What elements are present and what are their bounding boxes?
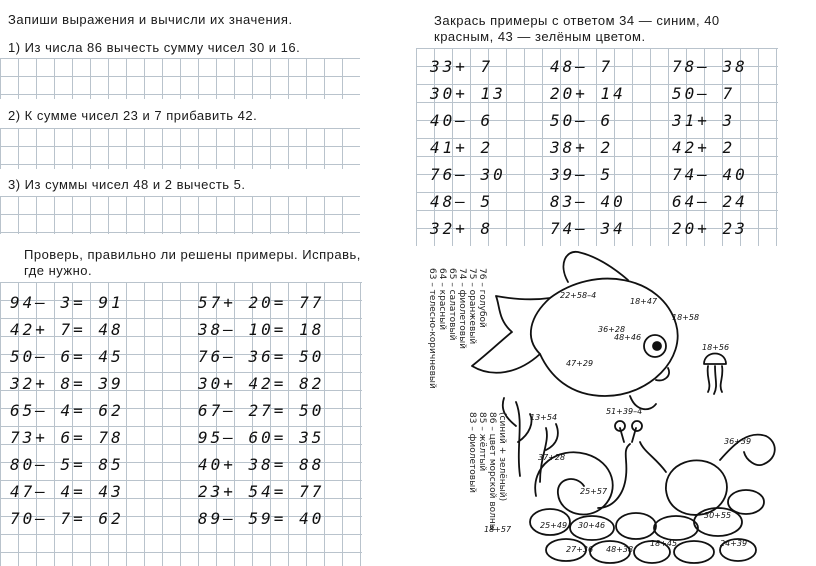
- snail-eye-right: [632, 421, 642, 431]
- color-example[interactable]: 41+ 2: [430, 138, 494, 157]
- jellyfish: [704, 354, 726, 395]
- picture-expression[interactable]: 51+39–4: [606, 407, 643, 416]
- legend-entry: 85 – жёлтый: [477, 412, 487, 472]
- color-legend-right: [467, 412, 507, 531]
- picture-expression[interactable]: 47+29: [566, 359, 594, 368]
- picture-expression[interactable]: 36+28: [598, 325, 626, 334]
- picture-expression[interactable]: 25+49: [540, 521, 568, 530]
- picture-expression[interactable]: 22+58–4: [560, 291, 597, 300]
- crab-claw-left: [640, 442, 666, 472]
- exercise-1-task-3: 3) Из суммы чисел 48 и 2 вычесть 5.: [8, 177, 246, 192]
- fish-pupil: [653, 342, 661, 350]
- solved-example-left[interactable]: 42+ 7= 48: [10, 320, 124, 339]
- picture-expression[interactable]: 13+54: [530, 413, 558, 422]
- legend-entry: 75 – оранжевый: [467, 268, 477, 345]
- color-example[interactable]: 48– 7: [550, 57, 614, 76]
- solved-example-left[interactable]: 73+ 6= 78: [10, 428, 124, 447]
- picture-expression[interactable]: 30+46: [578, 521, 606, 530]
- picture-expression[interactable]: 27+36: [566, 545, 594, 554]
- color-example[interactable]: 33+ 7: [430, 57, 494, 76]
- fish-mouth: [656, 368, 669, 380]
- picture-expression[interactable]: 48+46: [614, 333, 642, 342]
- picture-expression[interactable]: 18+57: [484, 525, 512, 534]
- solved-example-left[interactable]: 47– 4= 43: [10, 482, 124, 501]
- solved-example-right[interactable]: 89– 59= 40: [198, 509, 325, 528]
- crab-body: [666, 460, 727, 515]
- snail-body: [598, 428, 636, 508]
- legend-entry: 86 – цвет морской волны: [487, 412, 497, 531]
- legend-entry: 83 – фиолетовый: [467, 412, 477, 494]
- coloring-picture: [400, 246, 816, 566]
- picture-expression[interactable]: 36+39: [724, 437, 752, 446]
- writing-grid-2[interactable]: [0, 128, 360, 169]
- color-example[interactable]: 40– 6: [430, 111, 494, 130]
- picture-expression[interactable]: 18+56: [702, 343, 730, 352]
- exercise-2-title-line-2: красным, 43 — зелёным цветом.: [434, 29, 646, 44]
- legend-entry: 64 – красный: [437, 268, 447, 331]
- solved-example-right[interactable]: 40+ 38= 88: [198, 455, 325, 474]
- color-example[interactable]: 78– 38: [672, 57, 748, 76]
- solved-example-right[interactable]: 23+ 54= 77: [198, 482, 325, 501]
- solved-example-right[interactable]: 67– 27= 50: [198, 401, 325, 420]
- exercise-3-title-line-2: где нужно.: [24, 263, 93, 278]
- color-example[interactable]: 64– 24: [672, 192, 748, 211]
- picture-expression[interactable]: 18+47: [630, 297, 658, 306]
- solved-example-right[interactable]: 76– 36= 50: [198, 347, 325, 366]
- color-example[interactable]: 31+ 3: [672, 111, 736, 130]
- solved-example-left[interactable]: 94– 3= 91: [10, 293, 124, 312]
- color-example[interactable]: 20+ 23: [672, 219, 748, 238]
- writing-grid-1[interactable]: [0, 58, 360, 99]
- color-example[interactable]: 74– 40: [672, 165, 748, 184]
- fish-tail: [531, 298, 550, 354]
- picture-expression[interactable]: 18+58: [672, 313, 700, 322]
- solved-example-left[interactable]: 65– 4= 62: [10, 401, 124, 420]
- solved-example-left[interactable]: 32+ 8= 39: [10, 374, 124, 393]
- exercise-3-title-line-1: Проверь, правильно ли решены примеры. Исправь,: [24, 247, 361, 262]
- color-example[interactable]: 39– 5: [550, 165, 614, 184]
- picture-expression[interactable]: 25+57: [580, 487, 608, 496]
- color-example[interactable]: 38+ 2: [550, 138, 614, 157]
- solved-example-left[interactable]: 50– 6= 45: [10, 347, 124, 366]
- legend-entry: 65 – салатовый: [447, 268, 457, 341]
- legend-entry: 63 – телесно-коричневый: [427, 268, 437, 389]
- picture-expression[interactable]: 48+38: [606, 545, 634, 554]
- color-example[interactable]: 76– 30: [430, 165, 506, 184]
- color-example[interactable]: 20+ 14: [550, 84, 626, 103]
- picture-expression[interactable]: 30+55: [704, 511, 732, 520]
- color-example[interactable]: 32+ 8: [430, 219, 494, 238]
- color-example[interactable]: 30+ 13: [430, 84, 506, 103]
- color-example[interactable]: 42+ 2: [672, 138, 736, 157]
- pebble-4: [654, 516, 698, 540]
- color-example[interactable]: 48– 5: [430, 192, 494, 211]
- coloring-drawing: [400, 246, 816, 566]
- solved-example-right[interactable]: 38– 10= 18: [198, 320, 325, 339]
- color-example[interactable]: 50– 6: [550, 111, 614, 130]
- picture-expression[interactable]: 18+45: [650, 539, 678, 548]
- legend-entry: (синий + зелёный): [497, 412, 507, 502]
- legend-entry: 74 – фиолетовый: [457, 268, 467, 350]
- solved-example-right[interactable]: 57+ 20= 77: [198, 293, 325, 312]
- solved-example-left[interactable]: 80– 5= 85: [10, 455, 124, 474]
- color-legend-left: [427, 268, 487, 389]
- pebble-10: [674, 541, 714, 563]
- coral: [503, 398, 558, 482]
- solved-example-right[interactable]: 30+ 42= 82: [198, 374, 325, 393]
- solved-example-left[interactable]: 70– 7= 62: [10, 509, 124, 528]
- exercise-1-task-2: 2) К сумме чисел 23 и 7 прибавить 42.: [8, 108, 258, 123]
- color-example[interactable]: 74– 34: [550, 219, 626, 238]
- picture-expression[interactable]: 24+39: [720, 539, 748, 548]
- picture-expression[interactable]: 37+28: [538, 453, 566, 462]
- pebble-6: [728, 490, 764, 514]
- color-example[interactable]: 50– 7: [672, 84, 736, 103]
- writing-grid-3[interactable]: [0, 196, 360, 234]
- exercise-1-title: Запиши выражения и вычисли их значения.: [8, 12, 293, 27]
- color-example[interactable]: 83– 40: [550, 192, 626, 211]
- exercise-1-task-1: 1) Из числа 86 вычесть сумму чисел 30 и 16.: [8, 40, 301, 55]
- legend-entry: 76 – голубой: [477, 268, 487, 328]
- fish-top-fin: [563, 252, 628, 282]
- exercise-2-title-line-1: Закрась примеры с ответом 34 — синим, 40: [434, 13, 720, 28]
- solved-example-right[interactable]: 95– 60= 35: [198, 428, 325, 447]
- pebble-3: [616, 513, 656, 539]
